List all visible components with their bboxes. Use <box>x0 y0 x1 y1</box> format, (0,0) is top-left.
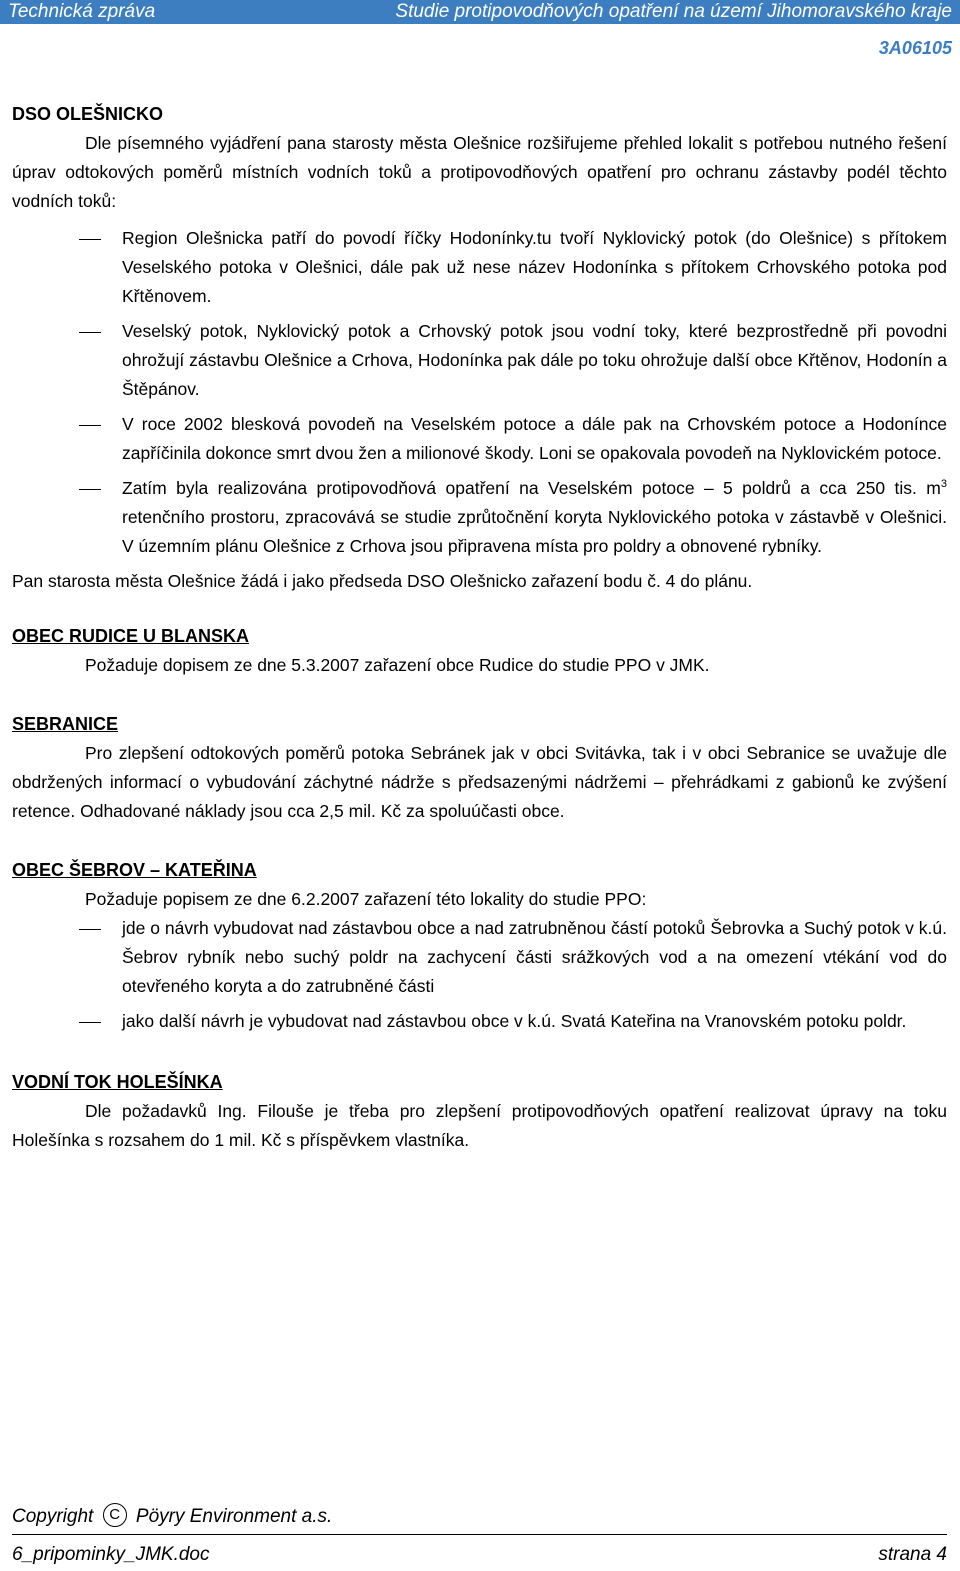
footer-divider <box>12 1534 947 1535</box>
paragraph: Dle písemného vyjádření pana starosty města Olešnice rozšiřujeme přehled lokalit s potřebou nutného řešení úprav odtokových poměrů místních vodních toků a protipovodňových opatření pro ochranu zástavby podél těchto vodních toků: <box>12 133 947 211</box>
superscript: 3 <box>940 478 947 491</box>
document-body <box>12 100 947 1155</box>
section-title-sebrov: OBEC ŠEBROV – KATEŘINA <box>12 860 257 880</box>
list-item: jako další návrh je vybudovat nad zástavbou obce v k.ú. Svatá Kateřina na Vranovském potoku poldr. <box>122 1007 947 1036</box>
bullet-list <box>12 224 947 561</box>
section-title-sebranice: SEBRANICE <box>12 714 119 734</box>
document-id: 3A06105 <box>878 38 952 58</box>
section-title-rudice: OBEC RUDICE U BLANSKA <box>12 626 250 646</box>
list-item: Region Olešnicka patří do povodí říčky Hodonínky.tu tvoří Nyklovický potok (do Olešnice) s přítokem Veselského potoka v Olešnici, dále pak už nese název Hodonínka s přítokem Crhovského potoka pod Křtěnovem. <box>122 224 947 311</box>
paragraph: Požaduje popisem ze dne 6.2.2007 zařazení této lokality do studie PPO: <box>85 889 647 909</box>
page-header <box>0 0 960 24</box>
section-title-holesinka: VODNÍ TOK HOLEŠÍNKA <box>12 1072 223 1092</box>
paragraph: Dle požadavků Ing. Filouše je třeba pro zlepšení protipovodňových opatření realizovat úpravy na toku Holešínka s rozsahem do 1 mil. Kč s příspěvkem vlastníka. <box>12 1101 947 1150</box>
list-item-text: Zatím byla realizována protipovodňová opatření na Veselském potoce – 5 poldrů a cca 250 tis. m <box>122 478 941 498</box>
copyright-label: Copyright <box>12 1506 94 1528</box>
header-right: Studie protipovodňových opatření na území Jihomoravského kraje <box>395 1 952 22</box>
paragraph: Pan starosta města Olešnice žádá i jako předseda DSO Olešnicko zařazení bodu č. 4 do plánu. <box>12 571 753 591</box>
file-name: 6_pripominky_JMK.doc <box>12 1544 210 1565</box>
paragraph: Pro zlepšení odtokových poměrů potoka Sebránek jak v obci Svitávka, tak i v obci Sebranice se uvažuje dle obdržených informací o vybudování záchytné nádrže s předsazenými nádržemi – přehrádkami z gabionů ke zvýšení retence. Odhadované náklady jsou cca 2,5 mil. Kč za spoluúčasti obce. <box>12 743 947 821</box>
section-title-dso-olesnicko: DSO OLEŠNICKO <box>12 104 164 124</box>
list-item: V roce 2002 blesková povodeň na Veselském potoce a dále pak na Crhovském potoce a Hodonínce zapříčinila dokonce smrt dvou žen a milionové škody. Loni se opakovala povodeň na Nyklovickém potoce. <box>122 410 947 468</box>
list-item <box>122 474 947 561</box>
page-number: strana 4 <box>878 1544 947 1565</box>
list-item-text: retenčního prostoru, zpracovává se studie zprůtočnění koryta Nyklovického potoka v zástavbě v Olešnici. V územním plánu Olešnice z Crhova jsou připravena místa pro poldry a obnovené rybníky. <box>122 507 947 556</box>
header-left: Technická zpráva <box>8 1 156 22</box>
footer-copyright <box>12 1505 947 1529</box>
list-item: Veselský potok, Nyklovický potok a Crhovský potok jsou vodní toky, které bezprostředně při povodni ohrožují zástavbu Olešnice a Crhova, Hodonínka pak dále po toku ohrožuje další obce Křtěnov, Hodonín a Štěpánov. <box>122 317 947 404</box>
company-name: Pöyry Environment a.s. <box>135 1506 333 1528</box>
paragraph: Požaduje dopisem ze dne 5.3.2007 zařazení obce Rudice do studie PPO v JMK. <box>85 655 710 675</box>
copyright-icon: C <box>103 1503 127 1527</box>
bullet-list <box>12 914 947 1036</box>
list-item: jde o návrh vybudovat nad zástavbou obce a nad zatrubněnou částí potoků Šebrovka a Suchý potok v k.ú. Šebrov rybník nebo suchý poldr na zachycení části srážkových vod a na omezení vtékání vod do otevřeného koryta a do zatrubněné části <box>122 914 947 1001</box>
footer-bottom <box>12 1544 947 1566</box>
